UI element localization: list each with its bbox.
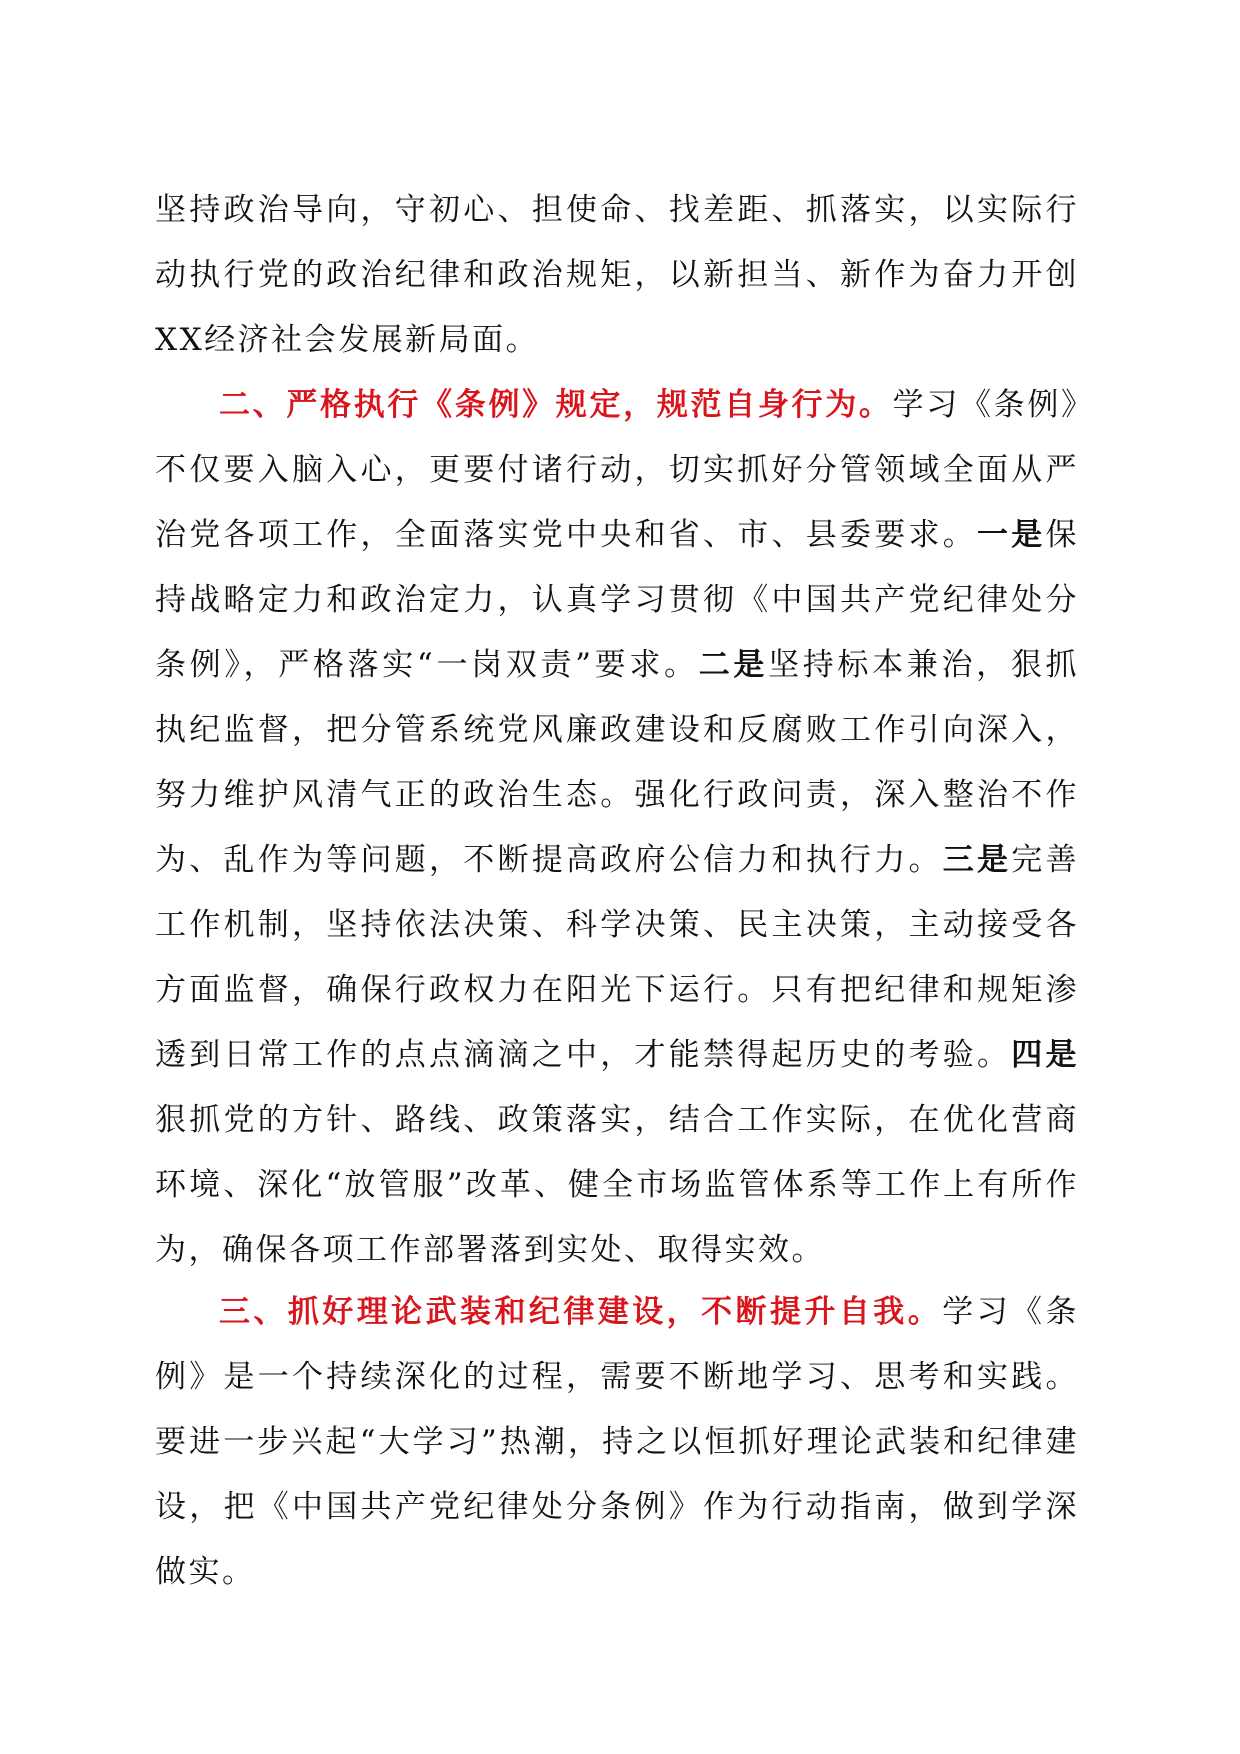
paragraph-3-sentence-1: 学习《条例》是一个持续深化的过程，需要不断地学习、思考和实践。要进一步兴起“大学习”热潮，持之以恒抓好理论武装和纪律建设，把《中国共产党纪律处分条例》作为行动指南，做到学深做实。 [155,1294,1079,1590]
paragraph-1 [155,178,1079,373]
point-marker-3: 三是 [942,842,1012,878]
paragraph-3 [155,1280,1079,1605]
paragraph-2-sentence-3: 坚持标本兼治，狠抓执纪监督，把分管系统党风廉政建设和反腐败工作引向深入，努力维护风清气正的政治生态。强化行政问责，深入整治不作为、乱作为等问题，不断提高政府公信力和执行力。 [155,647,1079,878]
paragraph-2-sentence-2: 保持战略定力和政治定力，认真学习贯彻《中国共产党纪律处分条例》，严格落实“一岗双责”要求。 [155,517,1079,683]
paragraph-2-sentence-4: 完善工作机制，坚持依法决策、科学决策、民主决策，主动接受各方面监督，确保行政权力在阳光下运行。只有把纪律和规矩渗透到日常工作的点点滴滴之中，才能禁得起历史的考验。 [155,842,1079,1073]
point-marker-4: 四是 [1011,1037,1079,1073]
section-3-heading: 三、抓好理论武装和纪律建设，不断提升自我。 [219,1294,943,1330]
paragraph-2 [155,373,1079,1283]
paragraph-1-text: 坚持政治导向，守初心、担使命、找差距、抓落实，以实际行动执行党的政治纪律和政治规矩，以新担当、新作为奋力开创XX经济社会发展新局面。 [155,192,1079,358]
paragraph-2-sentence-5: 狠抓党的方针、路线、政策落实，结合工作实际，在优化营商环境、深化“放管服”改革、健全市场监管体系等工作上有所作为，确保各项工作部署落到实处、取得实效。 [155,1102,1079,1268]
point-marker-2: 二是 [698,647,769,683]
point-marker-1: 一是 [977,517,1046,553]
paragraph-2-sentence-1: 学习《条例》不仅要入脑入心，更要付诸行动，切实抓好分管领域全面从严治党各项工作，全面落实党中央和省、市、县委要求。 [155,387,1080,553]
section-2-heading: 二、严格执行《条例》规定，规范自身行为。 [219,387,893,423]
